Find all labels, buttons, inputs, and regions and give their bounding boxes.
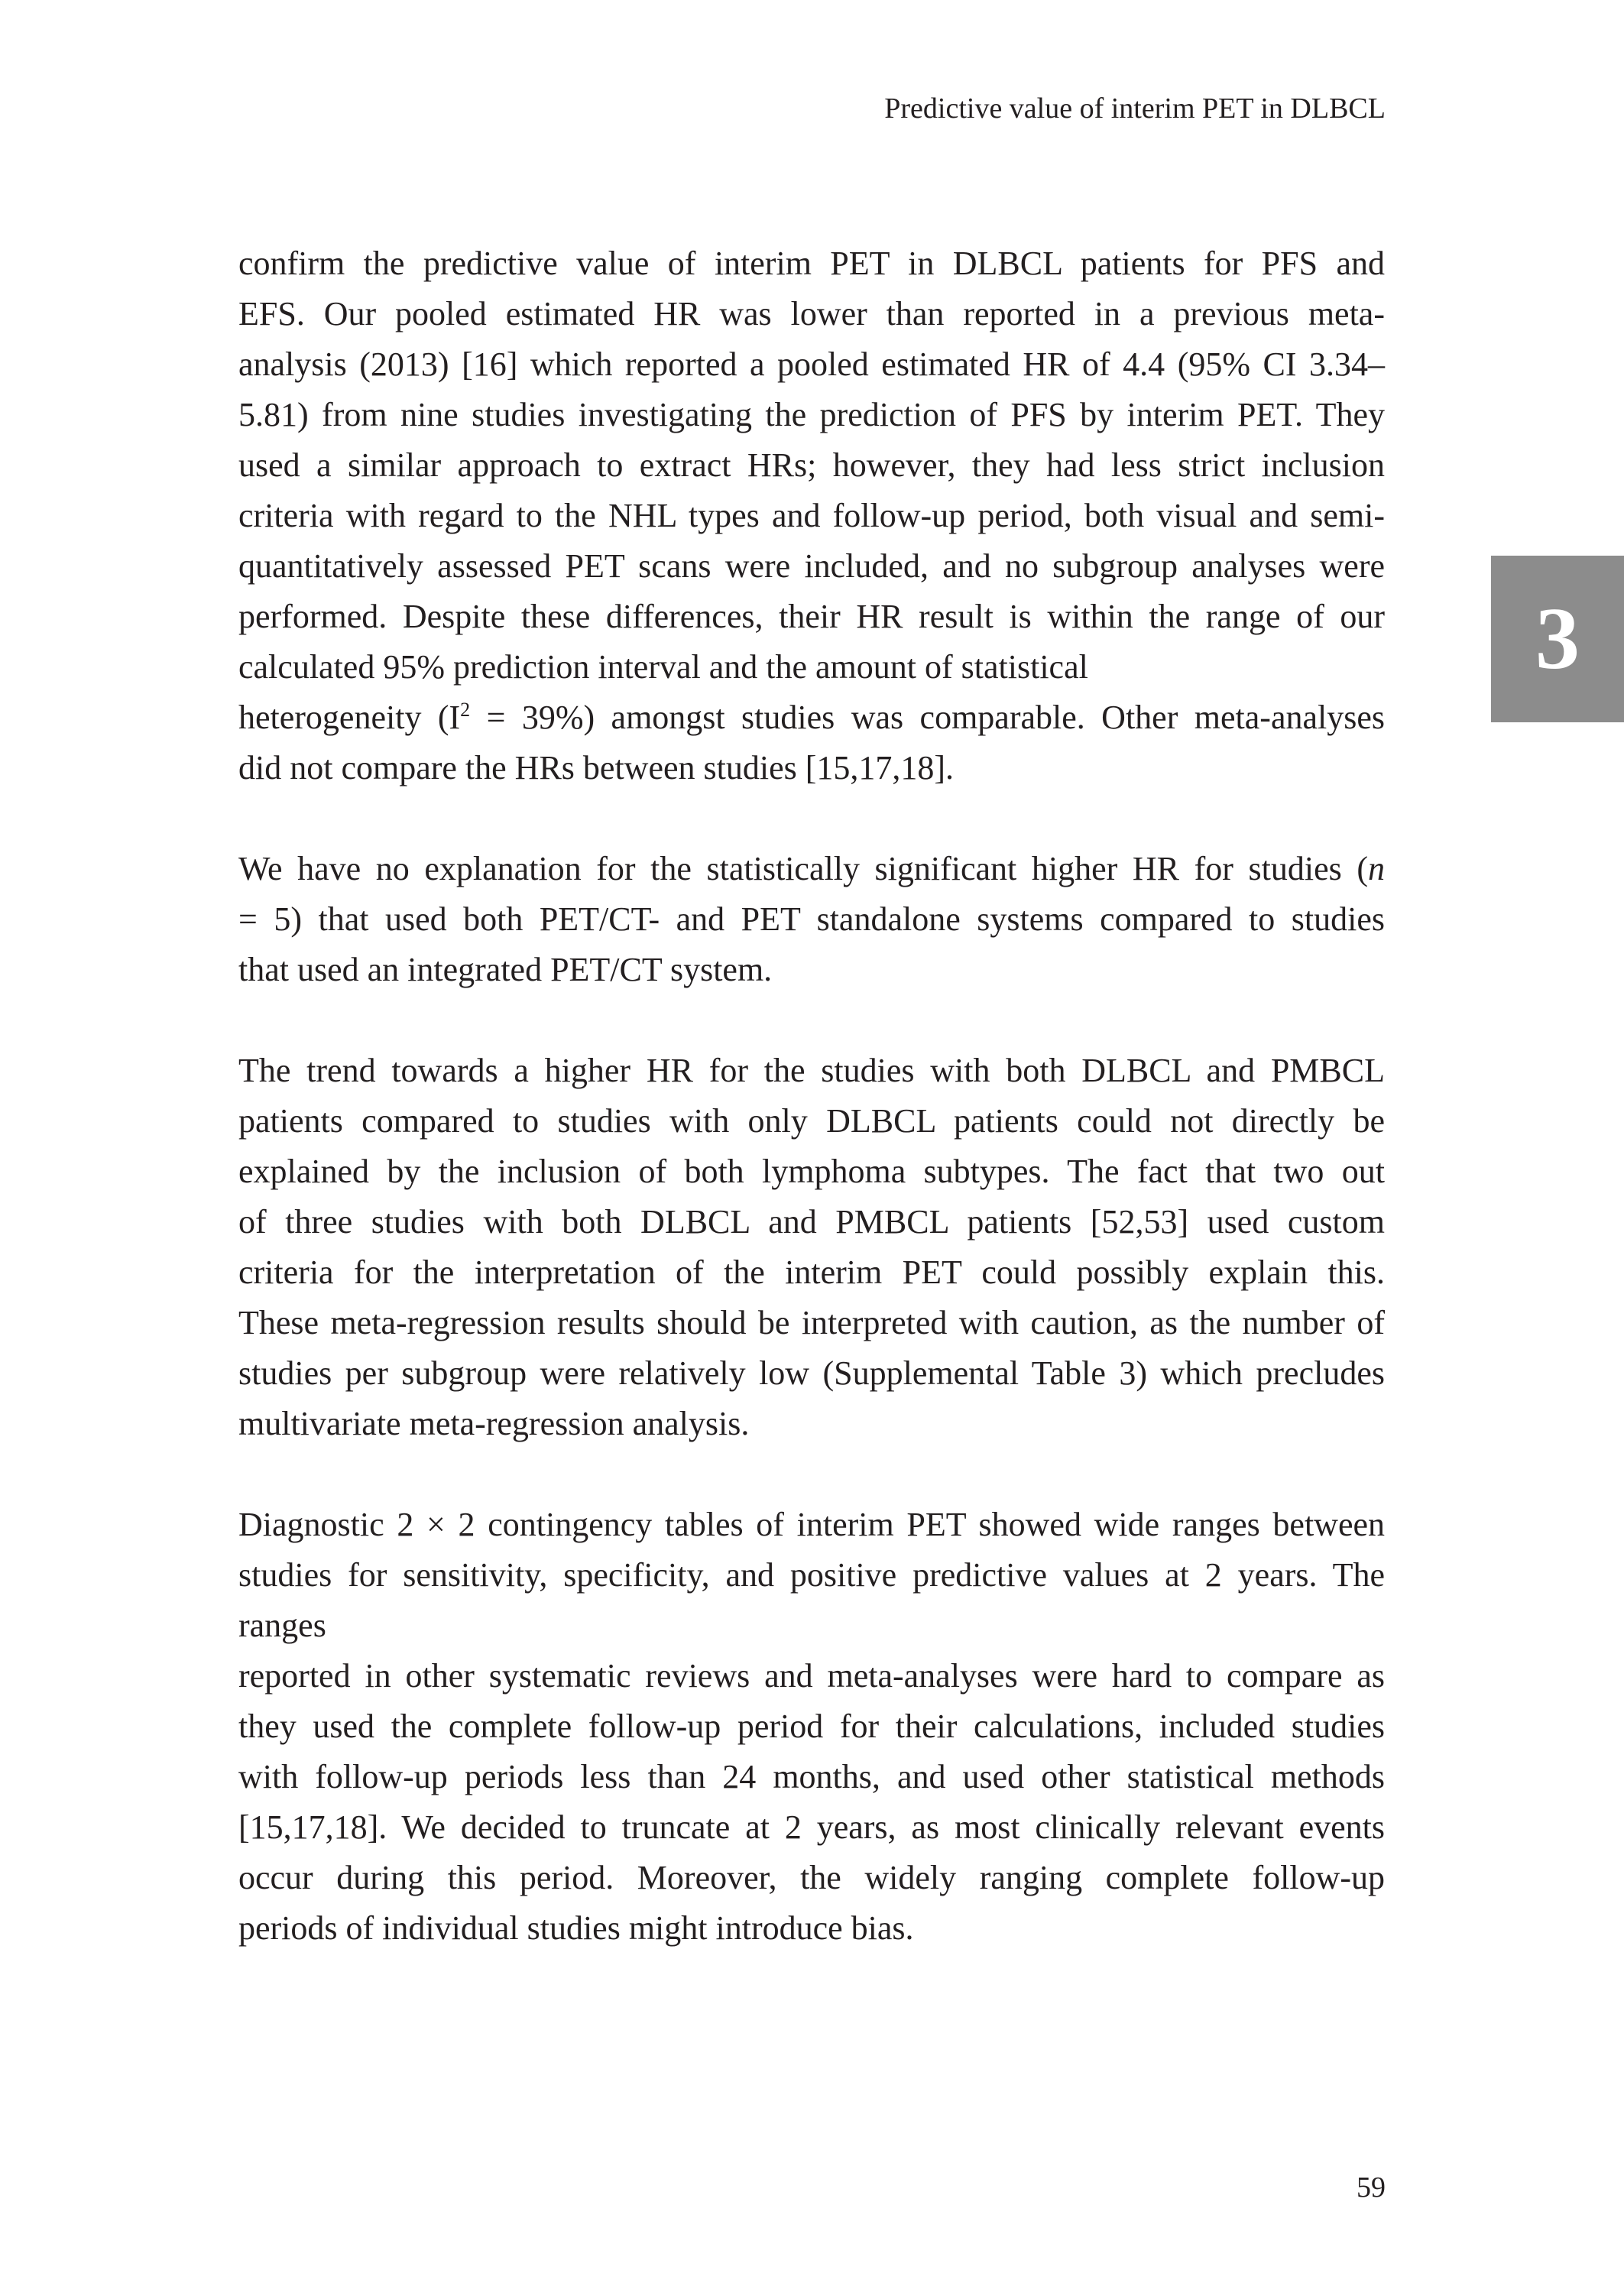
text-line: = 5) that used both PET/CT- and PET standalone systems compared to studies	[238, 900, 1385, 938]
chapter-number: 3	[1535, 590, 1580, 688]
text-fragment: = 39%) amongst studies was comparable. Other meta-analyses	[470, 699, 1385, 736]
text-line: Diagnostic 2 × 2 contingency tables of interim PET showed wide ranges between	[238, 1506, 1385, 1543]
text-line: with follow-up periods less than 24 months, and used other statistical methods	[238, 1758, 1385, 1795]
paragraph-1	[238, 238, 1385, 793]
body-text	[238, 238, 1385, 1954]
paragraph-4	[238, 1500, 1385, 1954]
text-line: EFS. Our pooled estimated HR was lower than reported in a previous meta-	[238, 295, 1385, 332]
text-line: used a similar approach to extract HRs; however, they had less strict inclusion	[238, 446, 1385, 484]
text-line: studies for sensitivity, specificity, and positive predictive values at 2 years. The ranges	[238, 1556, 1385, 1644]
running-header: Predictive value of interim PET in DLBCL	[884, 92, 1386, 125]
text-line: did not compare the HRs between studies [15,17,18].	[238, 749, 955, 786]
text-fragment: heterogeneity (I	[238, 699, 461, 736]
text-line: occur during this period. Moreover, the widely ranging complete follow-up	[238, 1859, 1385, 1896]
text-fragment: We have no explanation for the statistically significant higher HR for studies (	[238, 850, 1368, 887]
text-line: criteria for the interpretation of the interim PET could possibly explain this.	[238, 1254, 1385, 1291]
text-line: criteria with regard to the NHL types and follow-up period, both visual and semi-	[238, 497, 1385, 534]
text-line	[238, 844, 1385, 894]
page-number: 59	[1357, 2171, 1386, 2204]
text-line: analysis (2013) [16] which reported a pooled estimated HR of 4.4 (95% CI 3.34–	[238, 345, 1385, 383]
text-line: performed. Despite these differences, their HR result is within the range of our	[238, 598, 1385, 635]
text-line	[238, 692, 1385, 743]
text-line: patients compared to studies with only DLBCL patients could not directly be	[238, 1102, 1385, 1140]
text-line: multivariate meta-regression analysis.	[238, 1405, 750, 1442]
paragraph-3	[238, 1046, 1385, 1449]
italic-variable: n	[1368, 850, 1385, 887]
chapter-tab	[1491, 556, 1624, 722]
text-line: quantitatively assessed PET scans were included, and no subgroup analyses were	[238, 547, 1385, 585]
text-line: calculated 95% prediction interval and the amount of statistical	[238, 648, 1088, 686]
text-line: [15,17,18]. We decided to truncate at 2 years, as most clinically relevant events	[238, 1808, 1385, 1846]
text-line: confirm the predictive value of interim PET in DLBCL patients for PFS and	[238, 245, 1385, 282]
text-line: of three studies with both DLBCL and PMBCL patients [52,53] used custom	[238, 1203, 1385, 1241]
text-line: they used the complete follow-up period for their calculations, included studies	[238, 1708, 1385, 1745]
text-line: reported in other systematic reviews and meta-analyses were hard to compare as	[238, 1657, 1385, 1695]
text-line: studies per subgroup were relatively low (Supplemental Table 3) which precludes	[238, 1354, 1385, 1392]
text-line: explained by the inclusion of both lymphoma subtypes. The fact that two out	[238, 1153, 1385, 1190]
text-line: 5.81) from nine studies investigating the prediction of PFS by interim PET. They	[238, 396, 1385, 433]
paragraph-2	[238, 844, 1385, 995]
text-line: These meta-regression results should be interpreted with caution, as the number of	[238, 1304, 1385, 1341]
text-line: that used an integrated PET/CT system.	[238, 951, 773, 988]
text-line: periods of individual studies might introduce bias.	[238, 1909, 914, 1947]
text-line: The trend towards a higher HR for the studies with both DLBCL and PMBCL	[238, 1052, 1385, 1089]
superscript: 2	[460, 699, 471, 721]
